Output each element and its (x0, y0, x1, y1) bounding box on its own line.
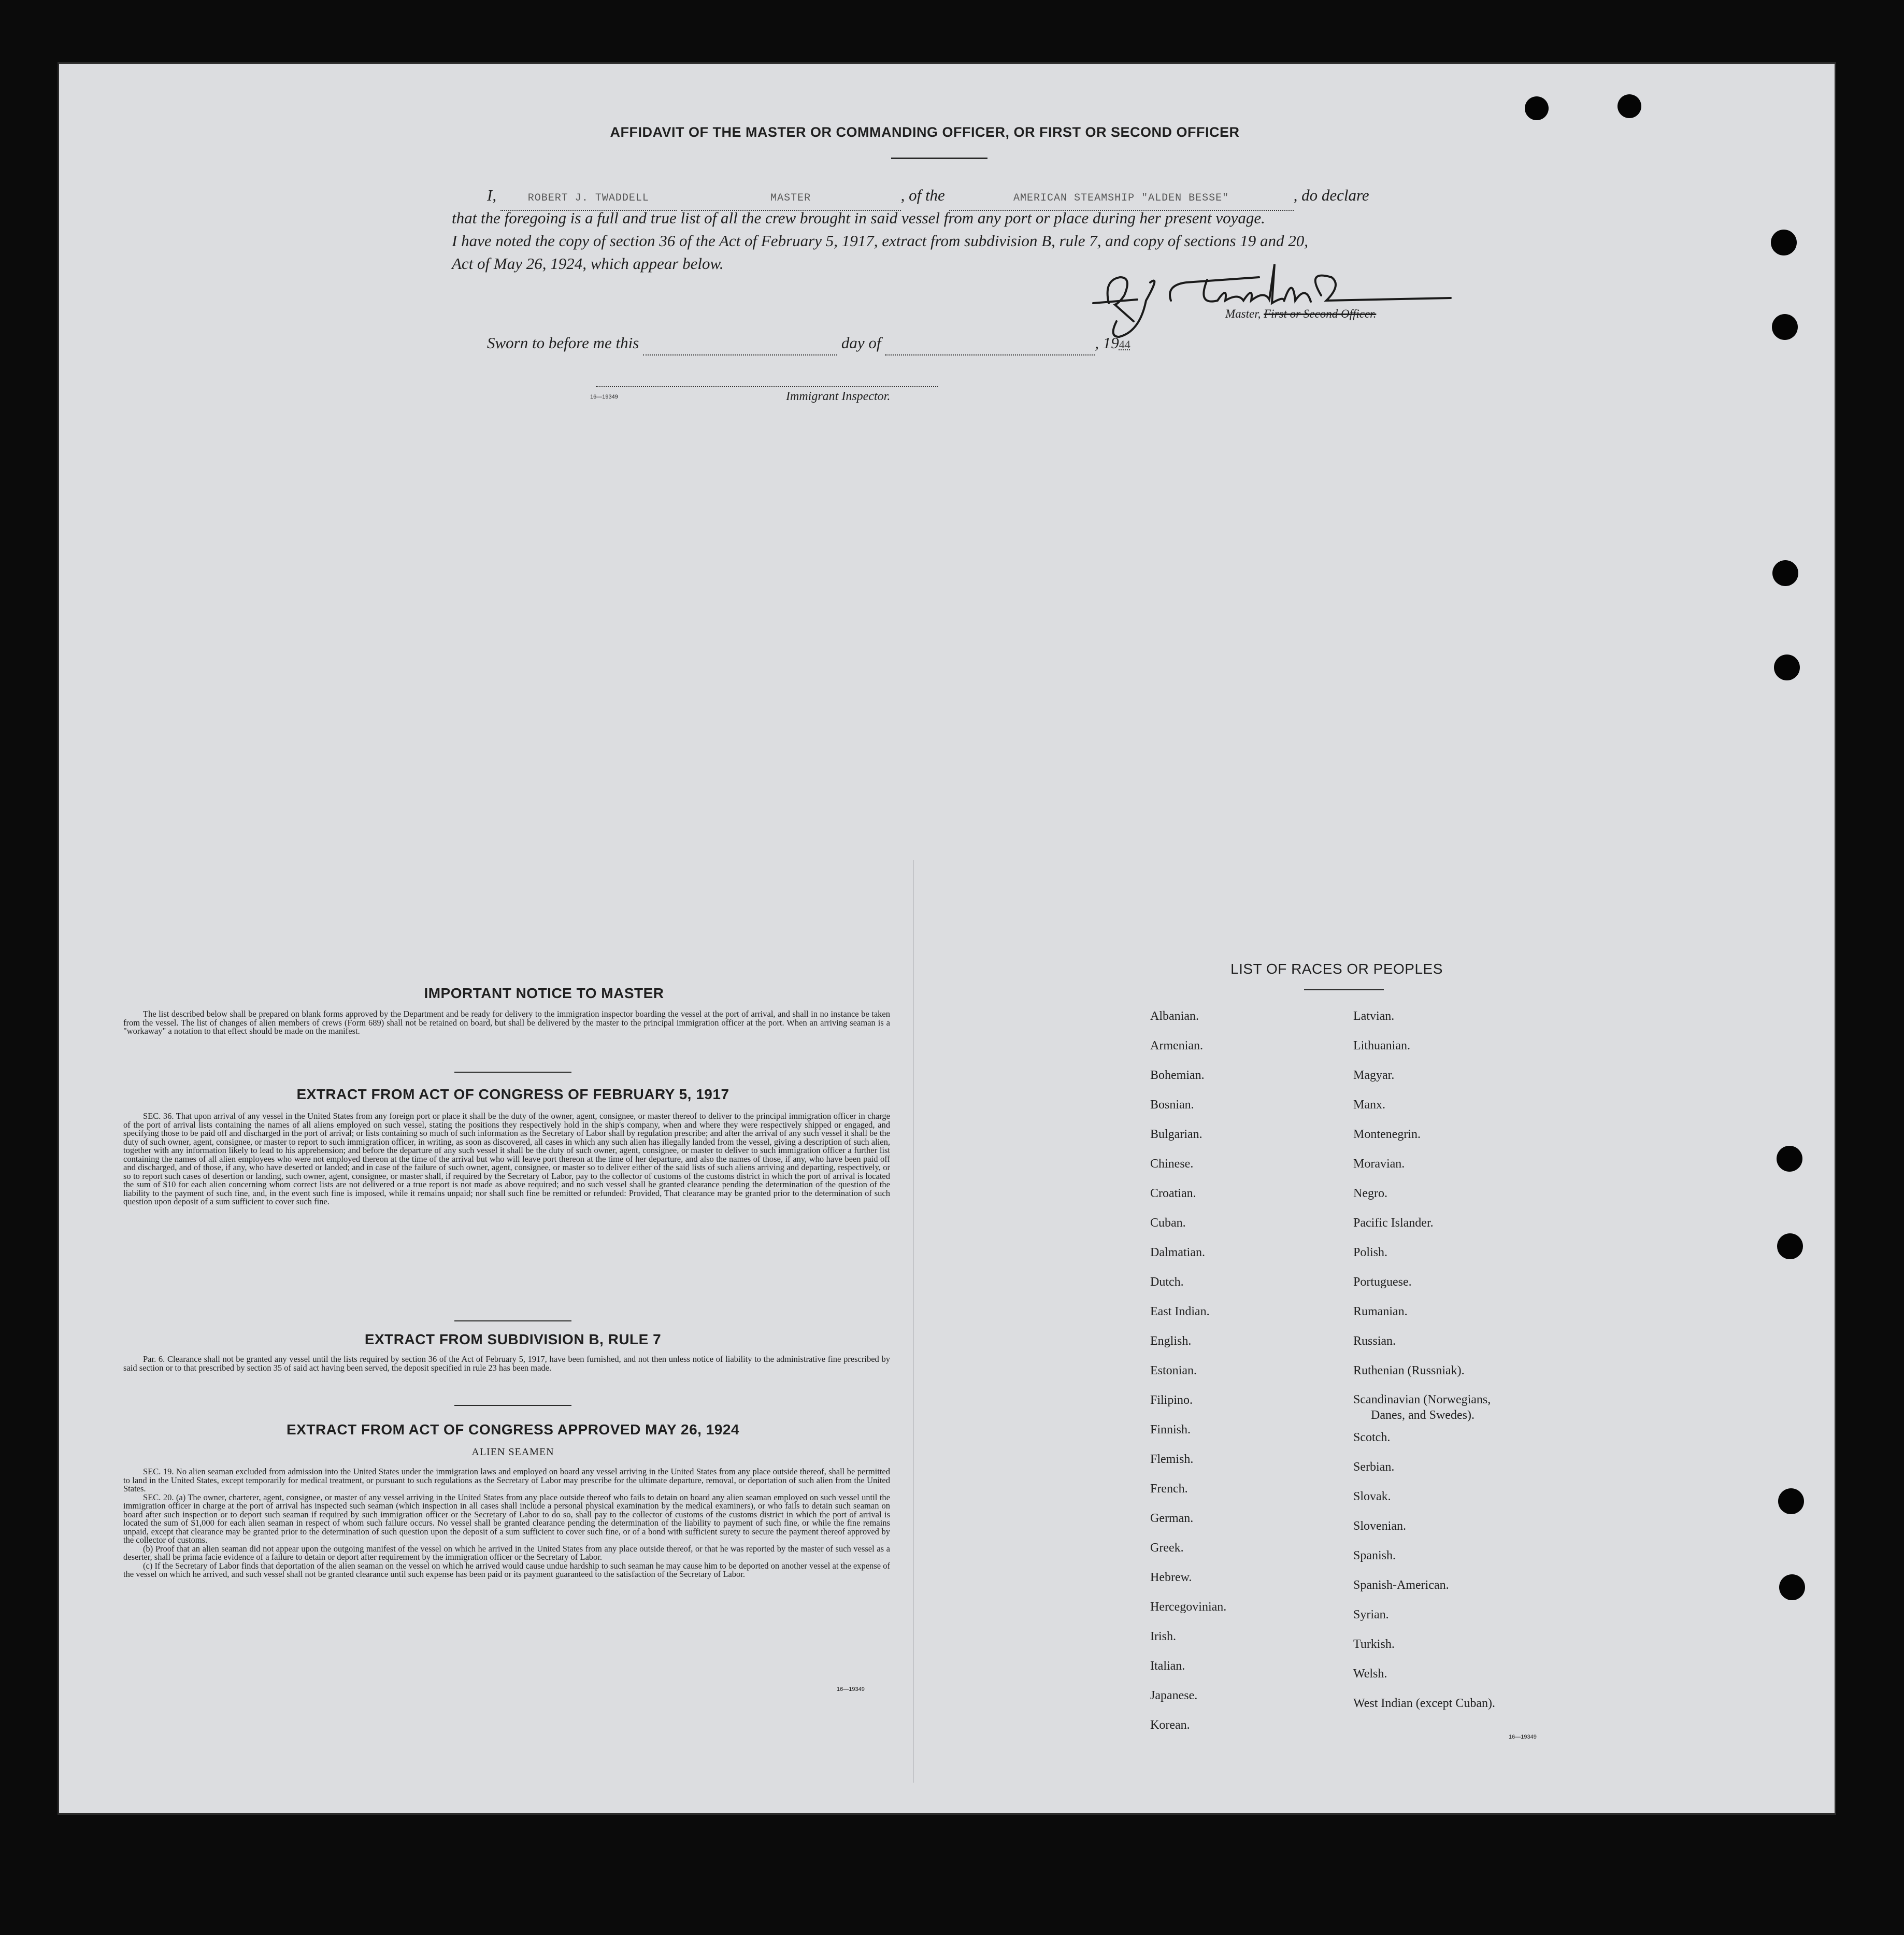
race-item: Ruthenian (Russniak). (1353, 1364, 1465, 1377)
inspector-signature-line (596, 386, 938, 387)
binder-hole-icon (1771, 230, 1797, 255)
year-field: 44 (1119, 338, 1130, 351)
race-item: Scandinavian (Norwegians, (1353, 1393, 1491, 1406)
race-item: Manx. (1353, 1098, 1385, 1112)
binder-hole-icon (1778, 1488, 1804, 1514)
race-item: Korean. (1150, 1718, 1190, 1732)
race-item: Armenian. (1150, 1039, 1203, 1052)
race-item: German. (1150, 1512, 1194, 1525)
master-name-field: ROBERT J. TWADDELL (500, 187, 677, 211)
section-36-text: SEC. 36. That upon arrival of any vessel in the United States from any foreign port or place it shall be the duty of the owner, agent, consignee, or master thereof to deliver to the principal immigration officer in charge of the port of arrival lists containing the names of all aliens employed on such vessel, stating the positions they respectively hold in the ship's company, when and where they were respectively shipped or engaged, and specifying those to be paid off and discharged in the port of arrival; or lists containing so much of such information as the Secretary of Labor shall by regulation prescribe; and after the arrival of any such vessel it shall be the duty of such owner, agent, consignee, or master to report to such immigration officer, in writing, as soon as discovered, all cases in which any such alien has illegally landed from the vessel, giving a description of such alien, together with any information likely to lead to his apprehension; and before the departure of any such vessel it shall be the duty of such owner, agent, consignee, or master to deliver to such immigration officer a further list containing the names of all alien employees who were not employed thereon at the time of the arrival but who will leave port thereon at the time of her departure, and also the names of those, if any, who have been paid off and discharged, and of those, if any, who have deserted or landed; and in case of the failure of such owner, agent, consignee, or master so to deliver either of the said lists of such aliens arriving and departing, respectively, or so to report such cases of desertion or landing, such owner, agent, consignee, or master shall, if required by the Secretary of Labor, pay to the collector of customs of the customs district in which the port of arrival is located the sum of $10 for each alien concerning whom correct lists are not delivered or a true report is not made as above required; and no such vessel shall be granted clearance pending the determination of the question of the liability to the payment of such fine, and, in the event such fine is imposed, while it remains unpaid; nor shall such fine be remitted or refunded: Provided, That clearance may be granted prior to the determination of such question upon deposit of a sum sufficient to cover such fine. (123, 1111, 890, 1206)
divider-3 (454, 1405, 571, 1406)
notice-form-number: 16—19349 (837, 1686, 865, 1692)
race-item: Rumanian. (1353, 1305, 1408, 1318)
divider-2 (454, 1320, 571, 1321)
sworn-month-field (885, 332, 1095, 355)
race-item: Syrian. (1353, 1608, 1389, 1621)
race-item: Greek. (1150, 1541, 1184, 1555)
rule-7-text: Par. 6. Clearance shall not be granted any vessel until the lists required by section 36 of the Act of February 5, 1917, have been furnished, and not then unless notice of liability to the administrative fine prescribed by said section or to that prescribed by section 35 of said act having been served, the deposit specified in rule 23 has been made. (123, 1354, 890, 1373)
signature-caption: Master, First or Second Officer. (1225, 307, 1377, 320)
sworn-line (487, 332, 1212, 356)
races-form-number: 16—19349 (1509, 1734, 1537, 1740)
binder-hole-icon (1772, 560, 1798, 586)
position-field: MASTER (681, 187, 901, 211)
race-item: Welsh. (1353, 1667, 1387, 1681)
binder-hole-icon (1772, 314, 1798, 340)
binder-hole-icon (1777, 1233, 1803, 1259)
race-item: East Indian. (1150, 1305, 1210, 1318)
race-item: West Indian (except Cuban). (1353, 1697, 1495, 1710)
extract3-block (123, 1468, 890, 1579)
of-the-label: , of the (900, 186, 945, 204)
race-item: Slovenian. (1353, 1519, 1406, 1533)
do-declare-label: , do declare (1293, 186, 1369, 204)
race-item: Scotch. (1353, 1431, 1391, 1444)
extract1-block (123, 1112, 890, 1206)
page-fold (913, 860, 914, 1783)
race-item: Latvian. (1353, 1009, 1395, 1023)
race-item: Filipino. (1150, 1393, 1193, 1407)
extract2-block (123, 1355, 890, 1372)
race-item: Japanese. (1150, 1689, 1198, 1702)
races-heading: LIST OF RACES OR PEOPLES (1230, 961, 1443, 977)
extract3-heading: EXTRACT FROM ACT OF CONGRESS APPROVED MAY 26, 1924 (287, 1421, 739, 1438)
race-item: Irish. (1150, 1630, 1176, 1643)
race-item: Spanish-American. (1353, 1578, 1449, 1592)
binder-hole-icon (1774, 655, 1800, 680)
race-item: Cuban. (1150, 1216, 1186, 1230)
affidavit-title: AFFIDAVIT OF THE MASTER OR COMMANDING OFFICER, OR FIRST OR SECOND OFFICER (610, 124, 1240, 140)
race-item: Danes, and Swedes). (1371, 1408, 1474, 1422)
extract3-subheading: ALIEN SEAMEN (471, 1446, 554, 1458)
binder-hole-icon (1617, 94, 1641, 118)
race-item: Serbian. (1353, 1460, 1395, 1474)
race-item: Flemish. (1150, 1453, 1194, 1466)
race-item: Slovak. (1353, 1490, 1391, 1503)
race-item: Chinese. (1150, 1157, 1194, 1171)
race-item: Spanish. (1353, 1549, 1396, 1562)
notice-block (123, 1010, 890, 1036)
divider-1 (454, 1072, 571, 1073)
declaration-line-4: Act of May 26, 1924, which appear below. (452, 254, 724, 273)
race-item: Portuguese. (1353, 1275, 1412, 1289)
binder-hole-icon (1777, 1146, 1802, 1172)
inspector-label: Immigrant Inspector. (786, 390, 891, 403)
race-item: Pacific Islander. (1353, 1216, 1434, 1230)
race-item: Dalmatian. (1150, 1246, 1205, 1259)
race-item: Montenegrin. (1353, 1128, 1421, 1141)
race-item: English. (1150, 1334, 1192, 1348)
section-20c-text: (c) If the Secretary of Labor finds that deportation of the alien seaman on the vessel on which he arrived would cause undue hardship to such seaman he may cause him to be deported on another vessel at the expense of the vessel on which he arrived, and such vessel shall not be granted clearance until such expense has been paid or its payment guaranteed to the satisfaction of the Secretary of Labor. (123, 1560, 890, 1579)
race-item: Russian. (1353, 1334, 1396, 1348)
race-item: Bohemian. (1150, 1069, 1205, 1082)
declaration-line-3: I have noted the copy of section 36 of the Act of February 5, 1917, extract from subdivision B, rule 7, and copy of sections 19 and 20, (452, 232, 1309, 250)
extract1-heading: EXTRACT FROM ACT OF CONGRESS OF FEBRUARY 5, 1917 (296, 1086, 729, 1102)
year-label: , 19 (1095, 334, 1119, 352)
race-item: Hebrew. (1150, 1571, 1192, 1584)
notice-paragraph: The list described below shall be prepared on blank forms approved by the Department and be ready for delivery to the immigration inspector boarding the vessel at the port of arrival, and shall in no instance be taken from the vessel. The list of changes of alien members of crews (Form 689) shall not be retained on board, but shall be delivered by the master to the principal immigration officer at the port. When an arriving seaman is a "workaway" a notation to that effect should be made on the manifest. (123, 1009, 890, 1036)
section-20b-text: (b) Proof that an alien seaman did not appear upon the outgoing manifest of the vessel on which he arrived in the United States from any place outside thereof, or that he was reported by the master of such vessel as a deserter, shall be prima facie evidence of a failure to detain or deport after requirement by the immigration officer or the Secretary of Labor. (123, 1543, 890, 1562)
extract2-heading: EXTRACT FROM SUBDIVISION B, RULE 7 (364, 1331, 662, 1347)
day-of-label: day of (841, 334, 881, 352)
race-item: Dutch. (1150, 1275, 1184, 1289)
races-column-2 (1353, 1002, 1623, 1718)
binder-hole-icon (1779, 1574, 1805, 1600)
race-item: Moravian. (1353, 1157, 1405, 1171)
race-item: Magyar. (1353, 1069, 1395, 1082)
title-rule (891, 158, 987, 159)
section-20a-text: SEC. 20. (a) The owner, charterer, agent, consignee, or master of any vessel arriving in the United States from any place outside thereof who fails to detain on board any alien seaman employed on such vessel until the immigration officer in charge at the port of arrival has inspected such seaman (which inspection in all cases shall include a personal physical examination by the medical examiners), or who fails to detain such seaman on board after such inspection or to deport such seaman if required by such immigration officer or the Secretary of Labor to do so, shall pay to the collector of customs of the customs district in which the port of arrival is located the sum of $1,000 for each alien seaman in respect of whom such failure occurs. No vessel shall be granted clearance pending the determination of the liability to payment of such fine, or while the fine remains unpaid, except that clearance may be granted prior to the determination of such question upon the deposit of a sum sufficient to cover such fine, or of a bond with sufficient surety to secure the payment thereof approved by the collector of customs. (123, 1492, 890, 1545)
i-label: I, (487, 186, 497, 204)
race-item: Italian. (1150, 1659, 1185, 1673)
race-item: French. (1150, 1482, 1188, 1496)
vessel-name-field: AMERICAN STEAMSHIP "ALDEN BESSE" (949, 187, 1294, 211)
races-column-1 (1150, 1002, 1347, 1740)
race-item: Albanian. (1150, 1009, 1199, 1023)
races-rule (1304, 989, 1384, 990)
race-item: Finnish. (1150, 1423, 1191, 1436)
race-item: Polish. (1353, 1246, 1388, 1259)
race-item: Bulgarian. (1150, 1128, 1202, 1141)
sworn-label: Sworn to before me this (487, 334, 639, 352)
declaration-line-2: that the foregoing is a full and true list of all the crew brought in said vessel from any port or place during her present voyage. (452, 209, 1265, 227)
race-item: Turkish. (1353, 1638, 1395, 1651)
race-item: Negro. (1353, 1187, 1387, 1200)
race-item: Croatian. (1150, 1187, 1196, 1200)
race-item: Estonian. (1150, 1364, 1197, 1377)
section-19-text: SEC. 19. No alien seaman excluded from admission into the United States under the immigration laws and employed on board any vessel arriving in the United States from any place outside thereof, shall be permitted to land in the United States, except temporarily for medical treatment, or pursuant to such regulations as the Secretary of Labor may prescribe for the ultimate departure, removal, or deportation of such alien from the United States. (123, 1467, 890, 1493)
race-item: Bosnian. (1150, 1098, 1194, 1112)
binder-hole-icon (1525, 96, 1549, 120)
sworn-day-field (643, 332, 837, 355)
race-item: Lithuanian. (1353, 1039, 1410, 1052)
affidavit-form-number: 16—19349 (590, 394, 618, 400)
notice-heading: IMPORTANT NOTICE TO MASTER (424, 985, 664, 1001)
race-item: Hercegovinian. (1150, 1600, 1227, 1614)
